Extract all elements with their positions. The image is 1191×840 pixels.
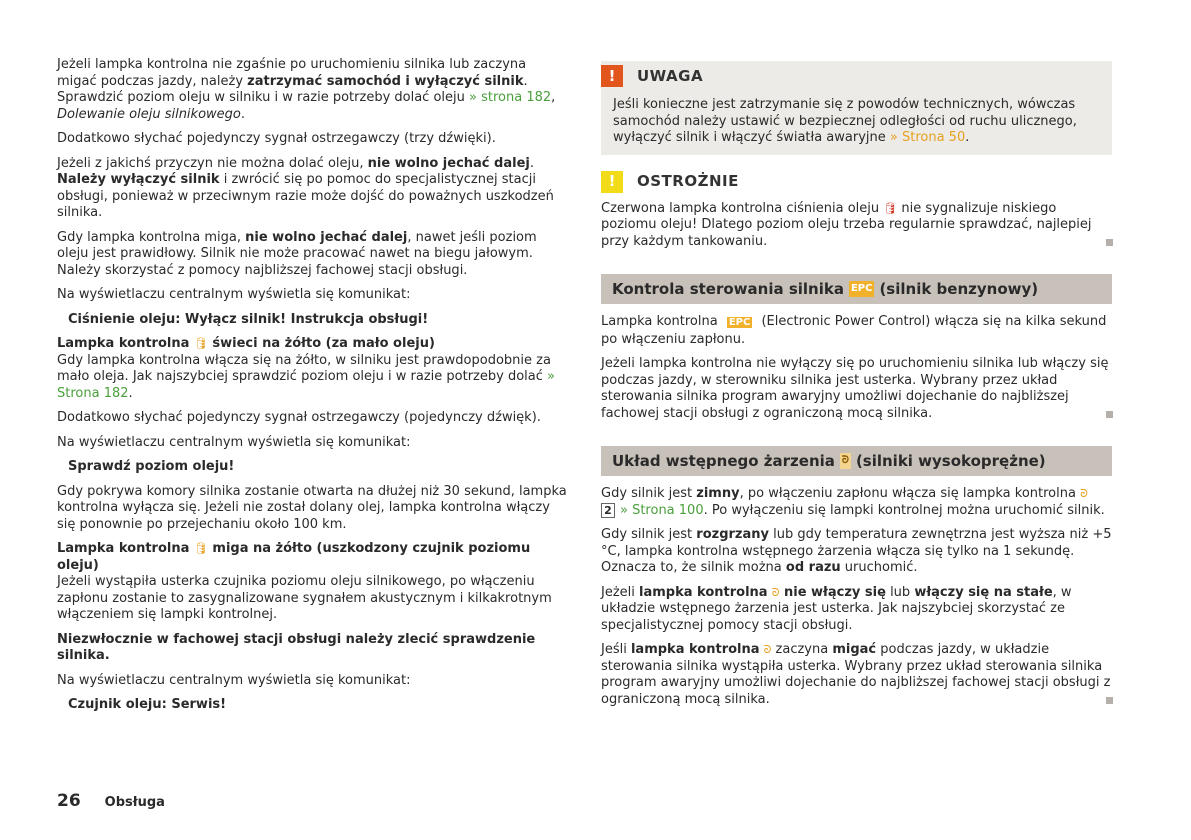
section-heading-glow: Układ wstępnego żarzenia ᘐ (silniki wysokoprężne) — [601, 446, 1112, 476]
page-link[interactable]: » Strona 182 — [57, 369, 555, 401]
glow-plug-icon: ᘐ — [1080, 487, 1088, 500]
epc-icon: EPC — [849, 281, 875, 298]
paragraph: Jeżeli z jakichś przyczyn nie można dolać oleju, nie wolno jechać dalej. Należy wyłączyć silnik i zwrócić się po pomoc do specjalistycznej stacji obsługi, ponieważ w przeciwnym razie może dojść do poważnych uszkodzeń silnika. — [57, 155, 554, 220]
end-marker — [1106, 697, 1113, 704]
warning-title: UWAGA — [637, 66, 704, 85]
page-link[interactable]: » Strona 100 — [620, 502, 704, 518]
end-marker — [1106, 239, 1113, 246]
glow-plug-icon: ᘐ — [771, 585, 780, 599]
paragraph: Dodatkowo słychać pojedynczy sygnał ostrzegawczy (trzy dźwięki). — [57, 131, 496, 146]
display-message: Czujnik oleju: Serwis! — [68, 697, 227, 712]
paragraph: Jeżeli lampka kontrolna nie wyłączy się po uruchomieniu silnika lub włączy się podczas jazdy, w sterowniku silnika jest usterka. Wybrany przez układ sterowania silnika program awaryjny umożliwi dojechanie do najbliższej fachowej stacji obsługi z ograniczoną mocą silnika. — [601, 356, 1112, 422]
caution-box — [601, 167, 1112, 251]
paragraph: Dodatkowo słychać pojedynczy sygnał ostrzegawczy (pojedynczy dźwięk). — [57, 410, 541, 425]
figure-number: 2 — [601, 503, 615, 518]
oil-can-icon: 🛢 — [883, 201, 898, 215]
end-marker — [1106, 411, 1113, 418]
paragraph: Gdy silnik jest zimny, po włączeniu zapłonu włącza się lampka kontrolna ᘐ 2 » Strona 100. Po wyłączeniu się lampki kontrolnej można uruchomić silnik. — [601, 486, 1105, 518]
paragraph: Gdy silnik jest rozgrzany lub gdy temperatura zewnętrzna jest wyższa niż +5 °C, lampka kontrolna wstępnego żarzenia włącza się tylko na 1 sekundę. Oznacza to, że silnik można od razu uruchomić. — [601, 527, 1112, 575]
paragraph: Gdy lampka kontrolna miga, nie wolno jechać dalej, nawet jeśli poziom oleju jest prawidłowy. Silnik nie może pracować nawet na biegu jałowym. Należy skorzystać z pomocy najbliższej fachowej stacji obsługi. — [57, 229, 537, 278]
oil-can-icon: 🛢 — [193, 542, 208, 555]
exclamation-icon: ! — [601, 171, 623, 193]
page-link[interactable]: » strona 182 — [469, 90, 552, 105]
warning-header — [601, 61, 1100, 91]
epc-icon: EPC — [728, 317, 751, 328]
paragraph: Niezwłocznie w fachowej stacji obsługi należy zlecić sprawdzenie silnika. — [57, 631, 536, 663]
paragraph: Na wyświetlaczu centralnym wyświetla się komunikat: — [57, 672, 411, 688]
paragraph: Na wyświetlaczu centralnym wyświetla się komunikat: — [57, 287, 411, 302]
page-footer — [57, 791, 165, 811]
paragraph: Jeżeli lampka kontrolna nie zgaśnie po uruchomieniu silnika lub zaczyna migać podczas jazdy, należy zatrzymać samochód i wyłączyć silnik. Sprawdzić poziom oleju w silniku i w razie potrzeby dolać oleju » strona 182, Dolewanie oleju silnikowego. — [57, 57, 556, 122]
caution-title: OSTROŻNIE — [637, 172, 739, 191]
oil-can-icon: 🛢 — [193, 337, 208, 350]
page-link[interactable]: » Strona 50 — [889, 130, 966, 145]
paragraph: Na wyświetlaczu centralnym wyświetla się komunikat: — [57, 434, 411, 450]
chapter-label: Obsługa — [104, 795, 165, 810]
display-message: Sprawdź poziom oleju! — [68, 459, 235, 474]
left-column — [57, 57, 569, 722]
section-heading-epc: Kontrola sterowania silnika EPC (silnik benzynowy) — [601, 274, 1112, 304]
warning-box — [601, 61, 1112, 155]
paragraph: Jeżeli lampka kontrolna ᘐ nie włączy się lub włączy się na stałe, w układzie wstępnego żarzenia jest usterka. Jak najszybciej skorzystać ze specjalistycznej pomocy stacji obsługi. — [601, 584, 1072, 633]
glow-plug-icon: ᘐ — [763, 643, 772, 656]
display-message: Ciśnienie oleju: Wyłącz silnik! Instrukcja obsługi! — [68, 311, 429, 327]
paragraph: Gdy lampka kontrolna włącza się na żółto, w silniku jest prawdopodobnie za mało oleja. Jak najszybciej sprawdzić poziom oleju i w razie potrzeby dolać » Strona 182. — [57, 352, 555, 401]
subheading: Lampka kontrolna 🛢 świeci na żółto (za mało oleju) — [57, 336, 435, 351]
right-column — [601, 59, 1112, 716]
caution-header — [601, 167, 1112, 197]
warning-text: Jeśli konieczne jest zatrzymanie się z powodów technicznych, wówczas samochód należy ustawić w bezpiecznej odległości od ruchu ulicznego, wyłączyć silnik i włączyć światła awaryjne » Strona 50. — [613, 97, 1077, 145]
paragraph: Jeśli lampka kontrolna ᘐ zaczyna migać podczas jazdy, w układzie sterowania silnika wystąpiła usterka. Wybrany przez układ sterowania silnika program awaryjny umożliwi dojechanie do najbliższej fachowej stacji obsługi z ograniczoną mocą silnika. — [601, 642, 1112, 708]
caution-text: Czerwona lampka kontrolna ciśnienia oleju 🛢 nie sygnalizuje niskiego poziomu oleju! Dlatego poziom oleju trzeba regularnie sprawdzać, najlepiej przy każdym tankowaniu. — [601, 200, 1092, 249]
exclamation-icon: ! — [601, 65, 623, 87]
paragraph: Gdy pokrywa komory silnika zostanie otwarta na dłużej niż 30 sekund, lampka kontrolna wyłącza się. Jeżeli nie został dolany olej, lampka kontrolna włączy się ponownie po przejechaniu około 100 km. — [57, 483, 567, 532]
subheading: Lampka kontrolna 🛢 miga na żółto (uszkodzony czujnik poziomu oleju) — [57, 541, 531, 573]
paragraph: Lampka kontrolna EPC (Electronic Power Control) włącza się na kilka sekund po włączeniu zapłonu. — [601, 314, 1107, 347]
page-number: 26 — [57, 791, 81, 811]
glow-plug-icon: ᘐ — [840, 453, 851, 470]
paragraph: Jeżeli wystąpiła usterka czujnika poziomu oleju silnikowego, po włączeniu zapłonu zostanie to zasygnalizowane sygnałem akustycznym i kilkakrotnym włączeniem się lampki kontrolnej. — [57, 574, 552, 622]
